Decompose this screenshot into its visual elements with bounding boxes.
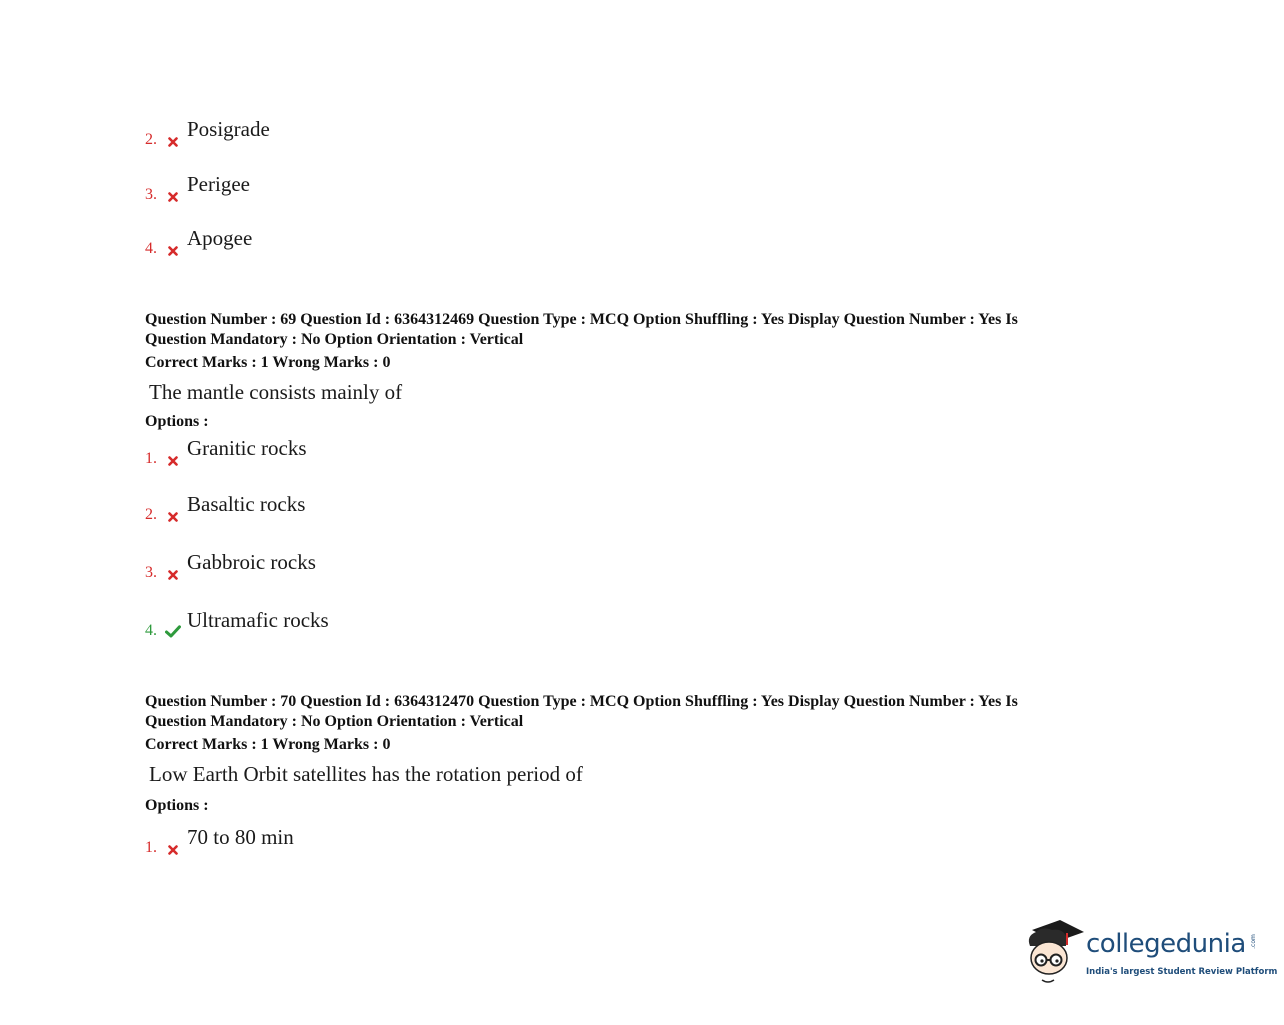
option-text: Perigee bbox=[187, 172, 250, 196]
options-label: Options : bbox=[145, 797, 209, 814]
option-text: Apogee bbox=[187, 226, 253, 250]
option-item bbox=[145, 826, 294, 856]
question-text: The mantle consists mainly of bbox=[149, 380, 403, 404]
option-number: 3. bbox=[145, 564, 157, 581]
option-text: Basaltic rocks bbox=[187, 492, 306, 516]
option-text: Granitic rocks bbox=[187, 436, 307, 460]
question-marks: Correct Marks : 1 Wrong Marks : 0 bbox=[145, 354, 391, 371]
wrong-cross-icon bbox=[162, 456, 184, 466]
collegedunia-logo bbox=[1022, 916, 1278, 988]
option-item bbox=[145, 437, 307, 467]
wrong-cross-icon bbox=[162, 246, 184, 256]
option-item bbox=[145, 551, 316, 581]
option-number: 3. bbox=[145, 186, 157, 203]
wrong-cross-icon bbox=[162, 512, 184, 522]
option-number: 1. bbox=[145, 839, 157, 856]
correct-check-icon bbox=[162, 625, 184, 638]
wrong-cross-icon bbox=[162, 192, 184, 202]
option-item bbox=[145, 493, 305, 523]
brand-name: collegedunia bbox=[1086, 929, 1246, 959]
wrong-cross-icon bbox=[162, 137, 184, 147]
brand-domain: .com bbox=[1249, 934, 1257, 949]
mascot-icon bbox=[1022, 916, 1086, 988]
option-text: Gabbroic rocks bbox=[187, 550, 316, 574]
option-number: 1. bbox=[145, 450, 157, 467]
option-item bbox=[145, 173, 250, 203]
option-number: 2. bbox=[145, 131, 157, 148]
option-item bbox=[145, 118, 270, 148]
question-meta-line: Question Mandatory : No Option Orientation : Vertical bbox=[145, 713, 524, 730]
option-number: 4. bbox=[145, 240, 157, 257]
brand-tagline: India's largest Student Review Platform bbox=[1086, 967, 1278, 977]
question-text: Low Earth Orbit satellites has the rotation period of bbox=[149, 762, 583, 786]
option-number: 4. bbox=[145, 622, 157, 639]
options-label: Options : bbox=[145, 413, 209, 430]
option-text: 70 to 80 min bbox=[187, 825, 294, 849]
option-item bbox=[145, 227, 252, 257]
question-meta-line: Question Mandatory : No Option Orientation : Vertical bbox=[145, 331, 524, 348]
option-text: Posigrade bbox=[187, 117, 270, 141]
wrong-cross-icon bbox=[162, 570, 184, 580]
question-meta bbox=[145, 692, 1105, 732]
question-meta-line: Question Number : 70 Question Id : 6364312470 Question Type : MCQ Option Shuffling : Yes Display Question Number : Yes Is bbox=[145, 693, 1018, 710]
wrong-cross-icon bbox=[162, 845, 184, 855]
option-text: Ultramafic rocks bbox=[187, 608, 329, 632]
question-meta bbox=[145, 310, 1105, 350]
option-item bbox=[145, 609, 329, 639]
question-marks: Correct Marks : 1 Wrong Marks : 0 bbox=[145, 736, 391, 753]
option-number: 2. bbox=[145, 506, 157, 523]
question-meta-line: Question Number : 69 Question Id : 6364312469 Question Type : MCQ Option Shuffling : Yes Display Question Number : Yes Is bbox=[145, 311, 1018, 328]
